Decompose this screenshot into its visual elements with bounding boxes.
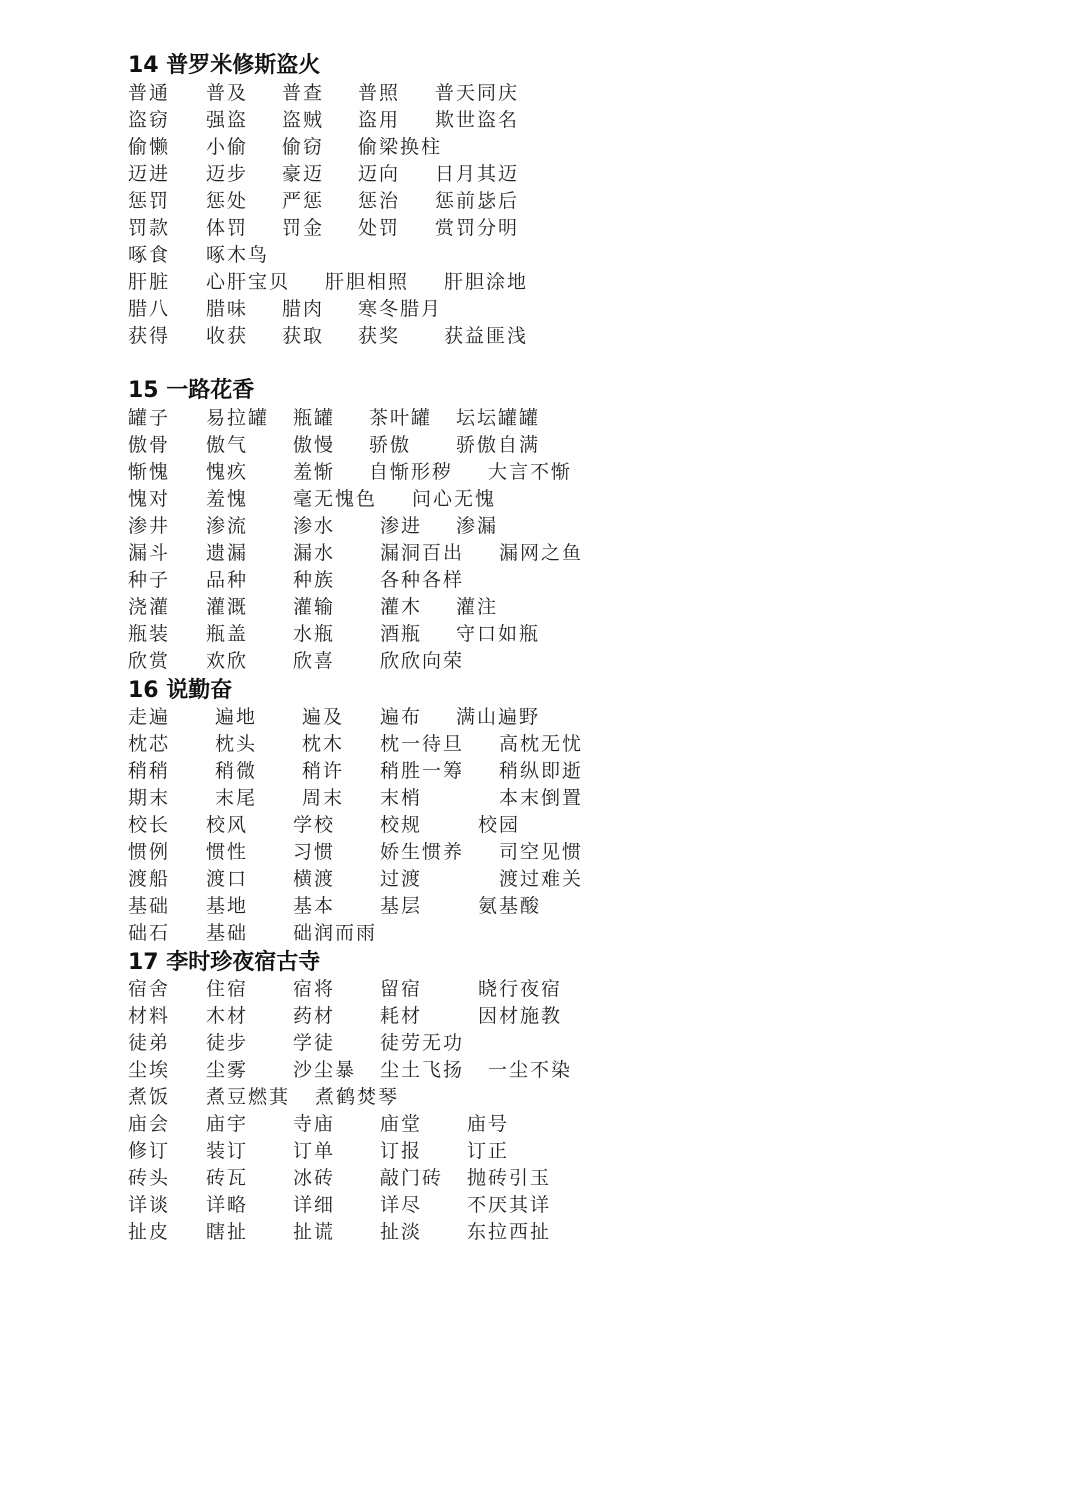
word: 惭愧: [128, 461, 171, 483]
word: 获益匪浅: [444, 325, 529, 347]
word: 扯皮: [128, 1221, 171, 1243]
word: 过渡: [380, 868, 423, 890]
word-row: [128, 188, 648, 215]
word-row: [128, 242, 648, 269]
word: 豪迈: [282, 163, 325, 185]
word: 装订: [206, 1140, 249, 1162]
word: 末梢: [380, 787, 423, 809]
word: 沙尘暴: [293, 1059, 357, 1081]
word: 砖头: [128, 1167, 171, 1189]
word: 扯谎: [293, 1221, 336, 1243]
word: 收获: [206, 325, 249, 347]
word: 砖瓦: [206, 1167, 249, 1189]
word: 强盗: [206, 109, 249, 131]
word: 骄傲: [369, 434, 412, 456]
word: 羞惭: [293, 461, 336, 483]
word: 木材: [206, 1005, 249, 1027]
word-row: [128, 540, 648, 567]
word: 羞愧: [206, 488, 249, 510]
word: 庙号: [467, 1113, 510, 1135]
word: 庙堂: [380, 1113, 423, 1135]
word: 基本: [293, 895, 336, 917]
word: 订单: [293, 1140, 336, 1162]
word: 横渡: [293, 868, 336, 890]
word-row: [128, 785, 648, 812]
word: 愧疚: [206, 461, 249, 483]
word: 详谈: [128, 1194, 171, 1216]
word-row: [128, 215, 648, 242]
word-row: [128, 731, 648, 758]
word: 骄傲自满: [456, 434, 541, 456]
word: 偷窃: [282, 136, 325, 158]
word: 迈向: [358, 163, 401, 185]
word: 宿将: [293, 978, 336, 1000]
word: 晓行夜宿: [478, 978, 563, 1000]
word: 扯淡: [380, 1221, 423, 1243]
word: 盗用: [358, 109, 401, 131]
word-row: [128, 432, 648, 459]
word: 漏洞百出: [380, 542, 465, 564]
word: 订报: [380, 1140, 423, 1162]
word-row: [128, 161, 648, 188]
word: 肝脏: [128, 271, 171, 293]
word: 周末: [302, 787, 345, 809]
word: 品种: [206, 569, 249, 591]
word: 尘雾: [206, 1059, 249, 1081]
word: 因材施教: [478, 1005, 563, 1027]
word: 尘土飞扬: [380, 1059, 465, 1081]
word: 普照: [358, 82, 401, 104]
word: 枕头: [215, 733, 258, 755]
word-row: [128, 1003, 648, 1030]
word-row: [128, 976, 648, 1003]
word: 惩前毖后: [435, 190, 520, 212]
word: 获奖: [358, 325, 401, 347]
word: 啄木鸟: [206, 244, 270, 266]
word: 基础: [206, 922, 249, 944]
section-title: 17 李时珍夜宿古寺: [128, 950, 321, 975]
word: 娇生惯养: [380, 841, 465, 863]
word: 盗贼: [282, 109, 325, 131]
word: 不厌其详: [467, 1194, 552, 1216]
word: 种子: [128, 569, 171, 591]
word: 详尽: [380, 1194, 423, 1216]
word: 守口如瓶: [456, 623, 541, 645]
word: 肝胆涂地: [444, 271, 529, 293]
word: 普查: [282, 82, 325, 104]
word: 瓶装: [128, 623, 171, 645]
word: 修订: [128, 1140, 171, 1162]
word-row: [128, 269, 648, 296]
word: 基地: [206, 895, 249, 917]
word: 各种各样: [380, 569, 465, 591]
word-row: [128, 134, 648, 161]
word-row: [128, 1165, 648, 1192]
word: 枕芯: [128, 733, 171, 755]
section-title: 14 普罗米修斯盗火: [128, 53, 321, 78]
word: 赏罚分明: [435, 217, 520, 239]
word: 严惩: [282, 190, 325, 212]
word: 订正: [467, 1140, 510, 1162]
word: 详细: [293, 1194, 336, 1216]
word: 欣欣向荣: [380, 650, 465, 672]
word: 遍及: [302, 706, 345, 728]
word: 获取: [282, 325, 325, 347]
word: 自惭形秽: [369, 461, 454, 483]
word-row: [128, 648, 648, 675]
word: 偷梁换柱: [358, 136, 443, 158]
word: 腊味: [206, 298, 249, 320]
word-row: [128, 1030, 648, 1057]
word-row: [128, 80, 648, 107]
word: 稍微: [215, 760, 258, 782]
word: 校风: [206, 814, 249, 836]
word: 稍许: [302, 760, 345, 782]
word: 欣赏: [128, 650, 171, 672]
word: 普及: [206, 82, 249, 104]
word: 药材: [293, 1005, 336, 1027]
word-row: [128, 323, 648, 350]
word-row: [128, 296, 648, 323]
word-row: [128, 812, 648, 839]
word: 普通: [128, 82, 171, 104]
word: 司空见惯: [499, 841, 584, 863]
word: 惩罚: [128, 190, 171, 212]
word: 抛砖引玉: [467, 1167, 552, 1189]
word: 处罚: [358, 217, 401, 239]
word: 种族: [293, 569, 336, 591]
word: 罚款: [128, 217, 171, 239]
word: 肝胆相照: [325, 271, 410, 293]
word: 傲气: [206, 434, 249, 456]
word: 渗漏: [456, 515, 499, 537]
word: 础石: [128, 922, 171, 944]
word: 稍胜一筹: [380, 760, 465, 782]
word: 瞎扯: [206, 1221, 249, 1243]
word: 毫无愧色: [293, 488, 378, 510]
word-row: [128, 459, 648, 486]
word: 稍稍: [128, 760, 171, 782]
word-row: [128, 1138, 648, 1165]
word-row: [128, 758, 648, 785]
word: 灌输: [293, 596, 336, 618]
word: 腊肉: [282, 298, 325, 320]
word: 校长: [128, 814, 171, 836]
word: 寒冬腊月: [358, 298, 443, 320]
word-row: [128, 893, 648, 920]
word: 材料: [128, 1005, 171, 1027]
word: 罚金: [282, 217, 325, 239]
word: 漏水: [293, 542, 336, 564]
section-title: 16 说勤奋: [128, 678, 233, 703]
word: 盗窃: [128, 109, 171, 131]
word: 学校: [293, 814, 336, 836]
word: 一尘不染: [488, 1059, 573, 1081]
word: 体罚: [206, 217, 249, 239]
word: 遍地: [215, 706, 258, 728]
word-row: [128, 107, 648, 134]
word: 冰砖: [293, 1167, 336, 1189]
word: 愧对: [128, 488, 171, 510]
word: 宿舍: [128, 978, 171, 1000]
word-row: [128, 594, 648, 621]
word: 傲骨: [128, 434, 171, 456]
word-row: [128, 704, 648, 731]
word: 庙宇: [206, 1113, 249, 1135]
word-row: [128, 486, 648, 513]
section-title: 15 一路花香: [128, 378, 255, 403]
word: 欺世盗名: [435, 109, 520, 131]
word: 傲慢: [293, 434, 336, 456]
word-row: [128, 1192, 648, 1219]
word: 普天同庆: [435, 82, 520, 104]
word: 惯例: [128, 841, 171, 863]
word-row: [128, 621, 648, 648]
word: 习惯: [293, 841, 336, 863]
word: 校园: [478, 814, 521, 836]
word: 灌注: [456, 596, 499, 618]
word: 枕一待旦: [380, 733, 465, 755]
word: 瓶盖: [206, 623, 249, 645]
word: 煮豆燃萁: [206, 1086, 291, 1108]
word: 煮鹤焚琴: [315, 1086, 400, 1108]
word: 灌溉: [206, 596, 249, 618]
word: 稍纵即逝: [499, 760, 584, 782]
word-row: [128, 1219, 648, 1246]
word: 础润而雨: [293, 922, 378, 944]
word: 徒劳无功: [380, 1032, 465, 1054]
word: 小偷: [206, 136, 249, 158]
word: 偷懒: [128, 136, 171, 158]
word: 漏网之鱼: [499, 542, 584, 564]
word: 浇灌: [128, 596, 171, 618]
word: 徒步: [206, 1032, 249, 1054]
word-row: [128, 567, 648, 594]
word: 迈进: [128, 163, 171, 185]
word: 获得: [128, 325, 171, 347]
word: 渡过难关: [499, 868, 584, 890]
word: 遗漏: [206, 542, 249, 564]
word: 灌木: [380, 596, 423, 618]
word: 学徒: [293, 1032, 336, 1054]
word: 易拉罐: [206, 407, 270, 429]
word-row: [128, 405, 648, 432]
word: 走遍: [128, 706, 171, 728]
word: 高枕无忧: [499, 733, 584, 755]
word: 尘埃: [128, 1059, 171, 1081]
word: 水瓶: [293, 623, 336, 645]
word-row: [128, 839, 648, 866]
word: 枕木: [302, 733, 345, 755]
word: 耗材: [380, 1005, 423, 1027]
word: 漏斗: [128, 542, 171, 564]
word: 末尾: [215, 787, 258, 809]
word: 遍布: [380, 706, 423, 728]
word: 惩处: [206, 190, 249, 212]
word: 徒弟: [128, 1032, 171, 1054]
word: 渗进: [380, 515, 423, 537]
word: 基础: [128, 895, 171, 917]
word: 基层: [380, 895, 423, 917]
word: 大言不惭: [488, 461, 573, 483]
word: 瓶罐: [293, 407, 336, 429]
word: 渡船: [128, 868, 171, 890]
word: 茶叶罐: [369, 407, 433, 429]
word-row: [128, 1111, 648, 1138]
word-row: [128, 1057, 648, 1084]
word: 详略: [206, 1194, 249, 1216]
word: 迈步: [206, 163, 249, 185]
word: 渗水: [293, 515, 336, 537]
word-row: [128, 920, 648, 947]
word: 氨基酸: [478, 895, 542, 917]
word: 酒瓶: [380, 623, 423, 645]
word: 满山遍野: [456, 706, 541, 728]
word: 惩治: [358, 190, 401, 212]
word: 期末: [128, 787, 171, 809]
word: 渡口: [206, 868, 249, 890]
word: 欣喜: [293, 650, 336, 672]
word: 罐子: [128, 407, 171, 429]
word: 东拉西扯: [467, 1221, 552, 1243]
word: 本末倒置: [499, 787, 584, 809]
word: 煮饭: [128, 1086, 171, 1108]
word: 心肝宝贝: [206, 271, 291, 293]
word: 问心无愧: [412, 488, 497, 510]
word: 腊八: [128, 298, 171, 320]
word-row: [128, 513, 648, 540]
word-row: [128, 866, 648, 893]
word: 校规: [380, 814, 423, 836]
word: 渗井: [128, 515, 171, 537]
word: 留宿: [380, 978, 423, 1000]
word: 啄食: [128, 244, 171, 266]
word: 坛坛罐罐: [456, 407, 541, 429]
word: 住宿: [206, 978, 249, 1000]
word: 欢欣: [206, 650, 249, 672]
word: 敲门砖: [380, 1167, 444, 1189]
word: 日月其迈: [435, 163, 520, 185]
word: 寺庙: [293, 1113, 336, 1135]
word: 庙会: [128, 1113, 171, 1135]
word-row: [128, 1084, 648, 1111]
word: 渗流: [206, 515, 249, 537]
word: 惯性: [206, 841, 249, 863]
